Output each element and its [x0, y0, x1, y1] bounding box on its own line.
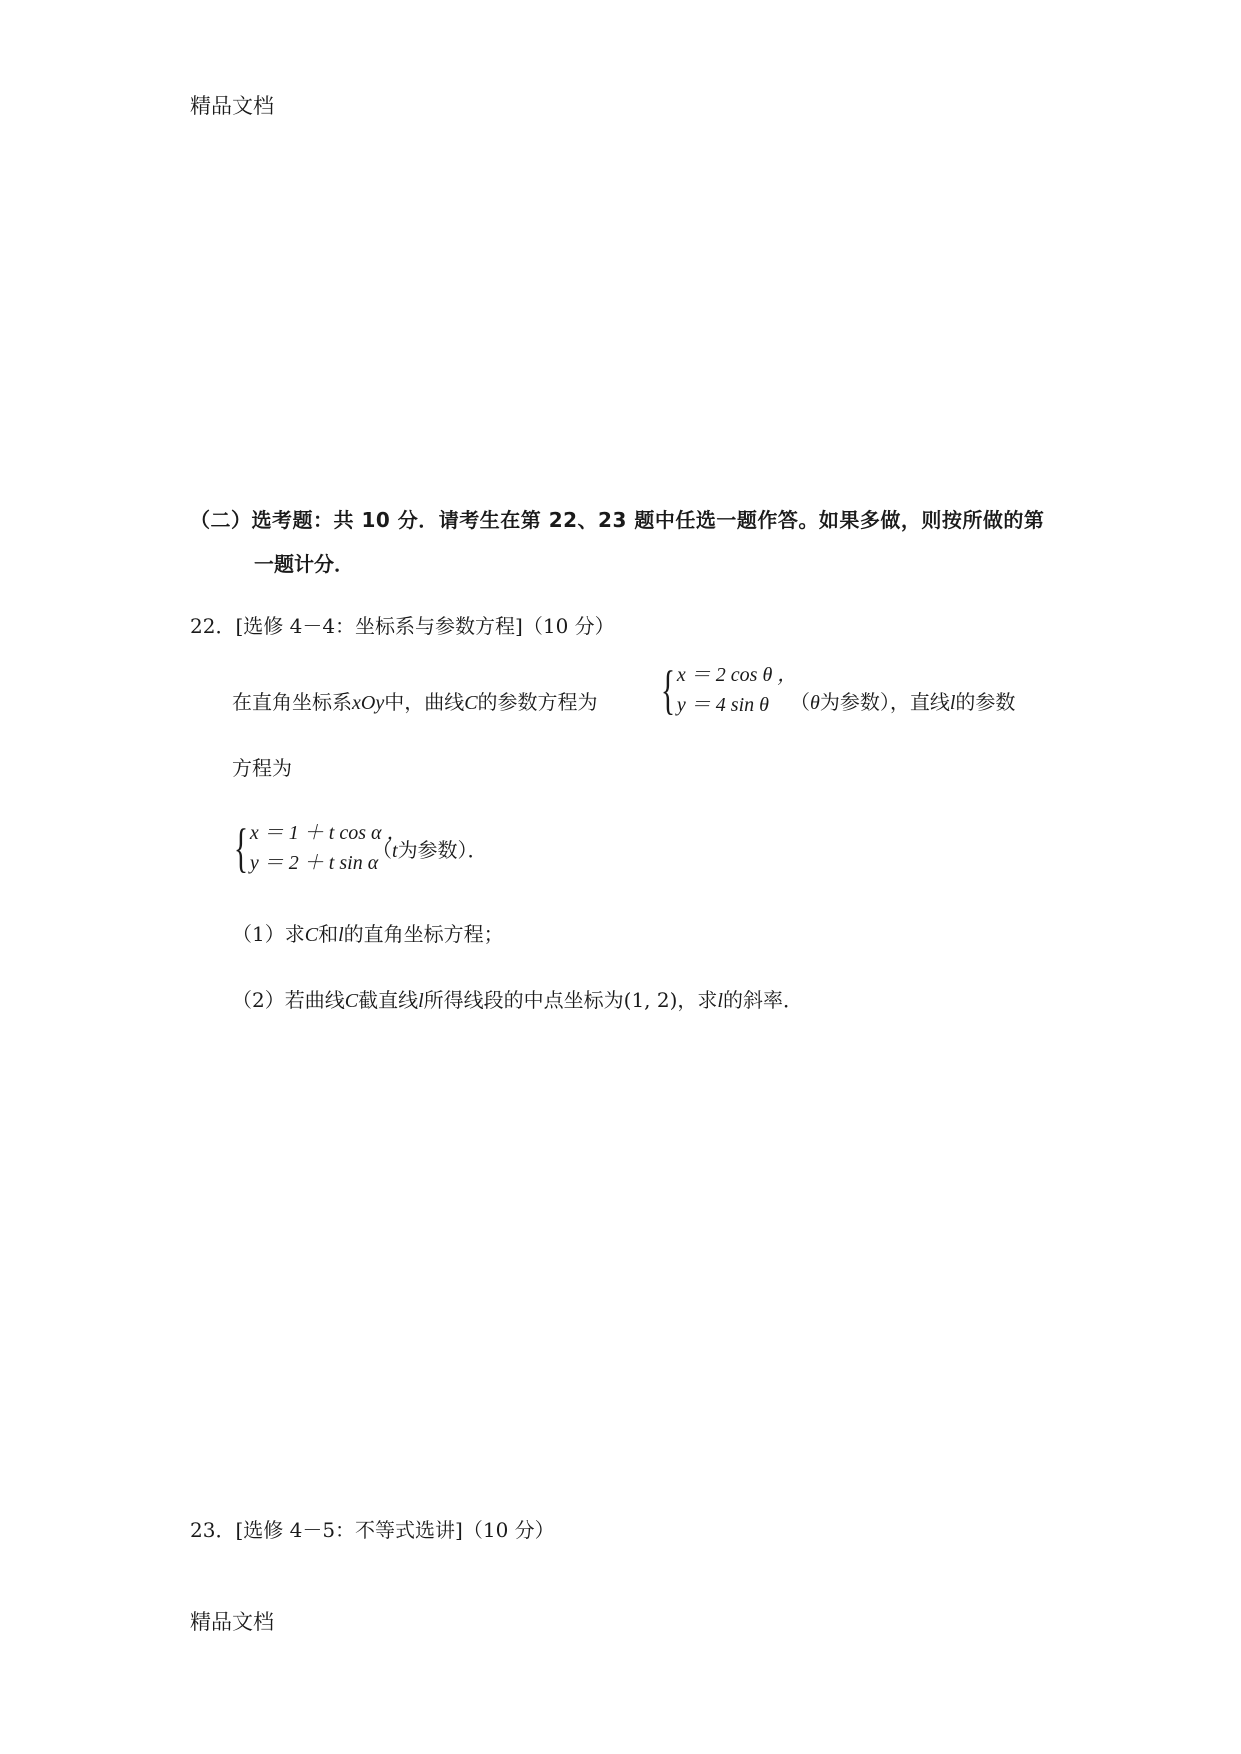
part2-text-e: 的斜率．: [722, 988, 803, 1012]
curve-name: C: [464, 692, 478, 714]
question-23-heading: 23．[选修 4－5：不等式选讲]（10 分）: [190, 1518, 555, 1542]
curve-equation-y: y ＝ 4 sin θ: [676, 694, 769, 716]
curve-parametric-system: [655, 660, 797, 720]
intro-text-b: 中，曲线: [384, 690, 465, 714]
line-tail-text: 的参数: [955, 690, 1016, 714]
theta-var: θ: [810, 692, 820, 714]
line-name: l: [418, 990, 424, 1012]
part1-text-a: （1）求: [232, 922, 305, 946]
question-22-intro: [232, 686, 598, 715]
line-equation-y: y ＝ 2 ＋ t sin α: [249, 852, 379, 874]
part2-text-a: （2）若曲线: [232, 988, 345, 1012]
page-footer: 精品文档: [190, 1610, 274, 1634]
line-equation-x: x ＝ 1 ＋ t cos α ，: [249, 822, 407, 844]
line-name: l: [949, 692, 956, 714]
brace-symbol: {: [660, 660, 676, 720]
part2-text-b: 截直线: [358, 988, 419, 1012]
brace-symbol: {: [233, 818, 249, 878]
intro-text-a: 在直角坐标系: [232, 690, 352, 714]
page-header: 精品文档: [190, 94, 274, 118]
line-name: l: [338, 924, 344, 946]
t-var: t: [392, 840, 398, 862]
line-param-note: [372, 834, 488, 863]
line-name: l: [717, 990, 723, 1012]
section-title: （二）选考题：共 10 分．请考生在第 22、23 题中任选一题作答。如果多做，则按所做的第: [190, 508, 1045, 532]
curve-equation-x: x ＝ 2 cos θ ，: [676, 664, 798, 686]
curve-note-text: 为参数），直线: [819, 690, 950, 714]
part2-text-d: ，求: [677, 988, 718, 1012]
line-note-text: 为参数）．: [397, 838, 488, 862]
line-intro: 方程为: [232, 756, 292, 780]
part2-text-c: 所得线段的中点坐标为: [423, 988, 624, 1012]
intro-text-c: 的参数方程为: [477, 690, 598, 714]
paren-open: （: [790, 690, 810, 714]
curve-param-note: [790, 686, 1015, 715]
midpoint-coordinates: (1, 2): [623, 988, 678, 1012]
curve-name: C: [304, 924, 319, 946]
curve-name: C: [344, 990, 359, 1012]
question-22-heading: 22．[选修 4－4：坐标系与参数方程]（10 分）: [190, 614, 615, 638]
question-22-part-2: [232, 984, 803, 1013]
paren-open: （: [372, 838, 392, 862]
part1-text-b: 和: [318, 922, 339, 946]
section-title-continued: 一题计分．: [254, 552, 354, 576]
question-22-part-1: [232, 918, 504, 947]
coordinate-system-name: xOy: [352, 692, 385, 714]
part1-text-c: 的直角坐标方程；: [343, 922, 504, 946]
